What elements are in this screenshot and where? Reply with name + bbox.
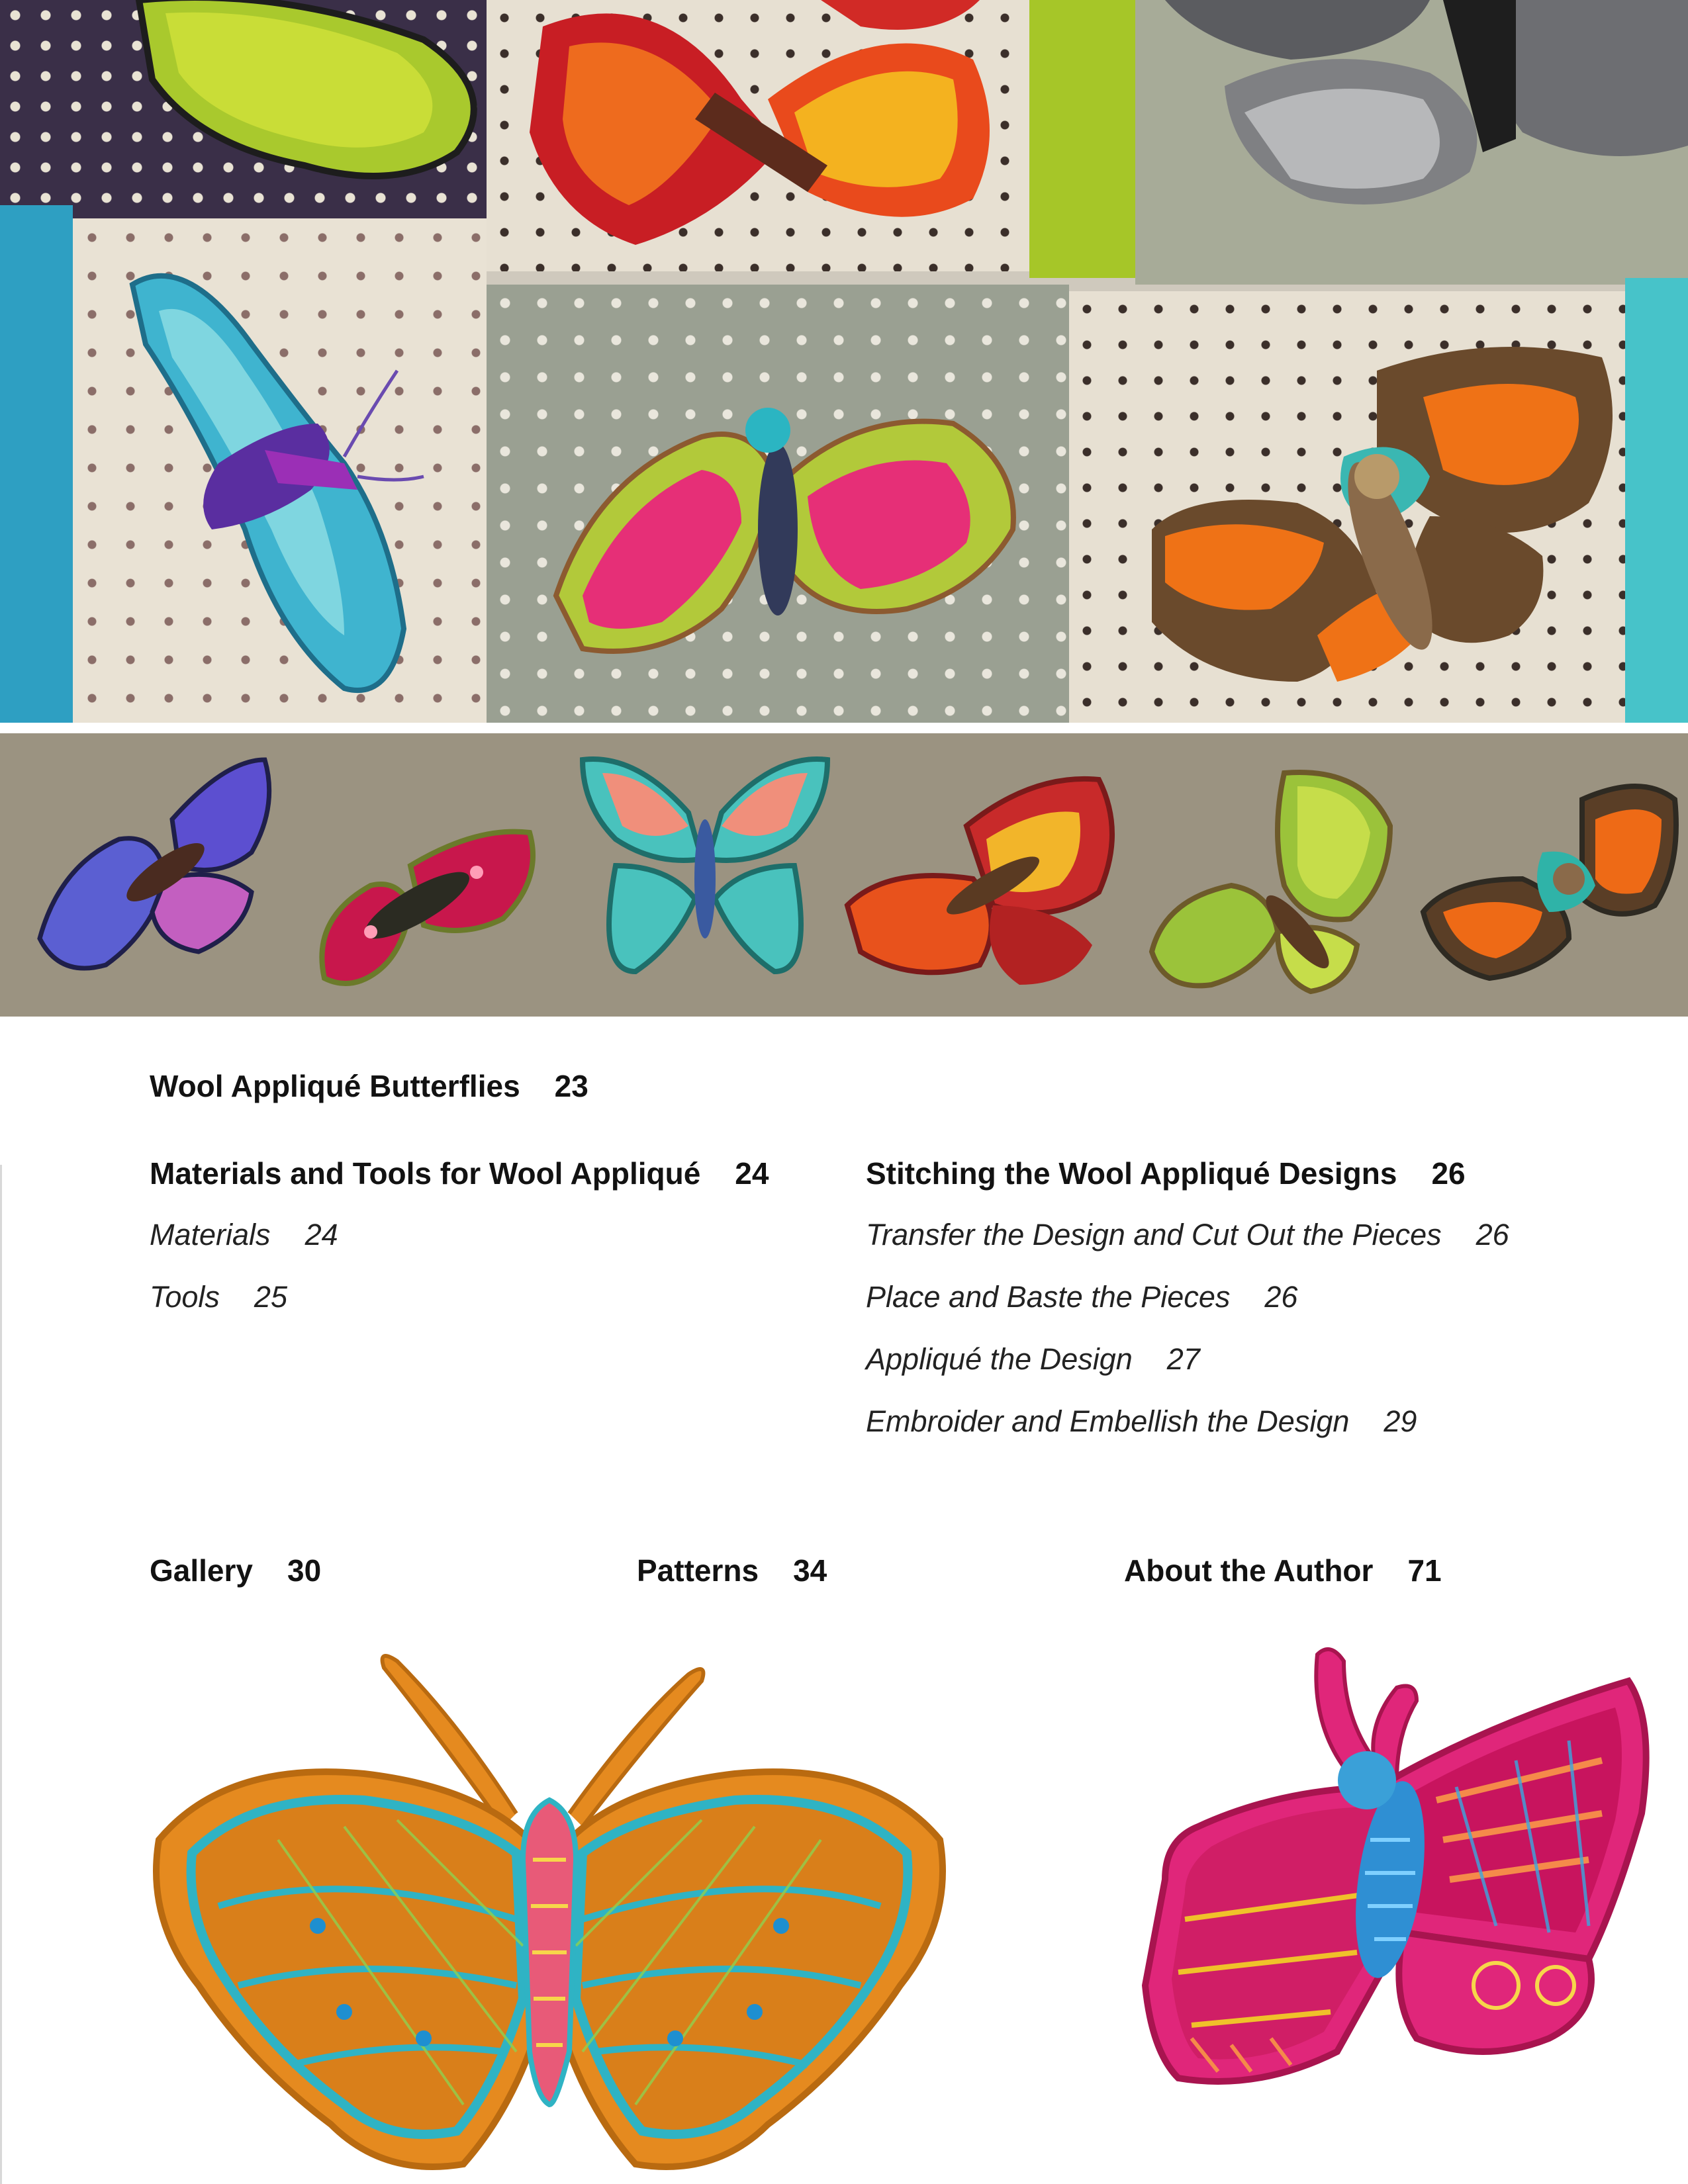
toc-page-number: 30	[287, 1553, 322, 1588]
toc-page-number: 26	[1476, 1218, 1509, 1251]
toc-page-number: 23	[554, 1069, 588, 1103]
toc-title: Wool Appliqué Butterflies	[150, 1069, 520, 1103]
toc-gallery[interactable]	[150, 1553, 321, 1588]
toc-item-tools[interactable]	[150, 1280, 287, 1314]
toc-item-applique[interactable]	[866, 1342, 1200, 1377]
toc-page-number: 34	[793, 1553, 827, 1588]
pink-moth-photo	[1125, 1641, 1655, 2124]
toc-title: Stitching the Wool Appliqué Designs	[866, 1156, 1397, 1191]
butterfly-strip-photo	[0, 733, 1688, 1017]
toc-page-number: 24	[305, 1218, 338, 1251]
toc-patterns[interactable]	[637, 1553, 827, 1588]
toc-title: Appliqué the Design	[866, 1342, 1133, 1376]
toc-title: Place and Baste the Pieces	[866, 1280, 1231, 1314]
toc-item-transfer[interactable]	[866, 1218, 1509, 1252]
toc-page-number: 24	[735, 1156, 769, 1191]
toc-page-number: 27	[1166, 1342, 1200, 1376]
toc-title: Patterns	[637, 1553, 759, 1588]
toc-title: Embroider and Embellish the Design	[866, 1404, 1350, 1438]
quilt-butterflies	[0, 0, 1688, 723]
toc-materials-tools[interactable]	[150, 1156, 769, 1191]
toc-page-number: 71	[1407, 1553, 1442, 1588]
strip-butterflies	[0, 733, 1688, 1017]
toc-about-author[interactable]	[1124, 1553, 1442, 1588]
toc-title: Materials	[150, 1218, 271, 1251]
toc-title: About the Author	[1124, 1553, 1374, 1588]
page-edge-divider	[0, 1165, 2, 2184]
toc-item-place-baste[interactable]	[866, 1280, 1297, 1314]
toc-page-number: 26	[1431, 1156, 1466, 1191]
toc-title: Transfer the Design and Cut Out the Pieces	[866, 1218, 1442, 1251]
orange-turquoise-moth-photo	[146, 1641, 953, 2184]
toc-item-materials[interactable]	[150, 1218, 338, 1252]
toc-title: Tools	[150, 1280, 220, 1314]
toc-item-embroider[interactable]	[866, 1404, 1417, 1439]
toc-title: Gallery	[150, 1553, 253, 1588]
toc-page-number: 29	[1383, 1404, 1417, 1438]
toc-main-section[interactable]	[150, 1068, 588, 1104]
toc-title: Materials and Tools for Wool Appliqué	[150, 1156, 701, 1191]
toc-stitching[interactable]	[866, 1156, 1466, 1191]
toc-page-number: 26	[1264, 1280, 1298, 1314]
toc-page-number: 25	[254, 1280, 287, 1314]
quilt-photo	[0, 0, 1688, 723]
